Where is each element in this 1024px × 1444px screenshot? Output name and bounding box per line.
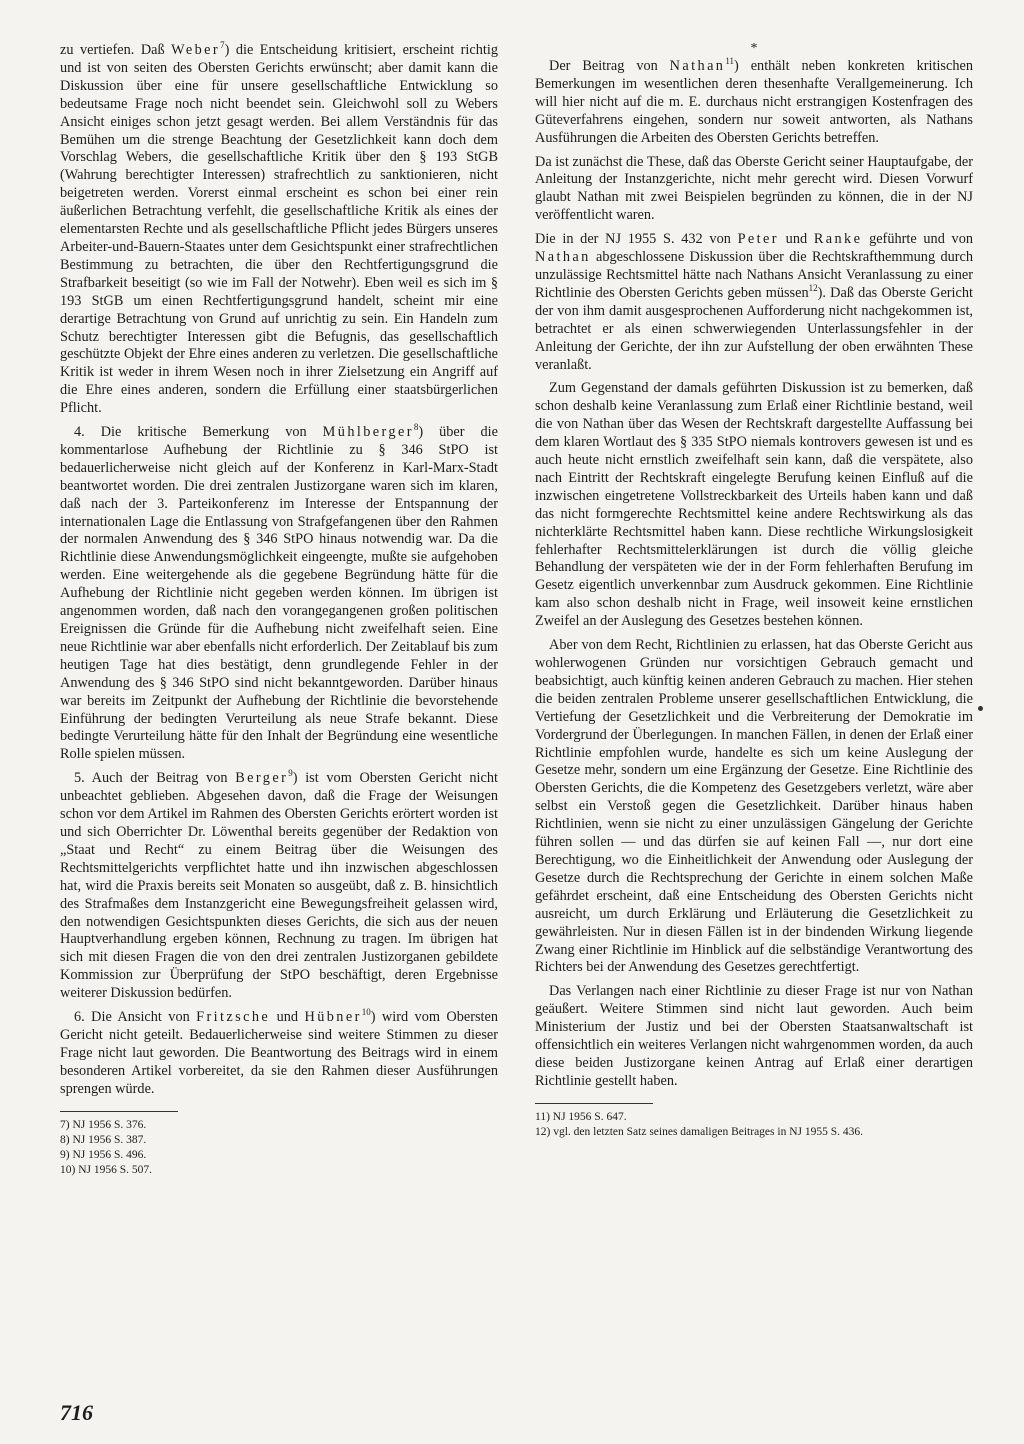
footnote-ref: 11 [725,56,735,67]
author-name: Berger [235,770,289,787]
author-name: Hübner [304,1009,362,1026]
paragraph-point-6: 6. Die Ansicht von Fritzsche und Hübner$^{10}$) wird vom Obersten Gericht nicht geteilt. Bedauerlicherweise sind weitere Stimmen zu dieser Frage nicht laut geworden. Die Beantwortung des Beitrags wird in einem besonderen Artikel vorbereitet, da sie den Rahmen dieser Ausführungen sprengen würde. [60,1007,498,1097]
footnote: 10) NJ 1956 S. 507. [60,1163,153,1176]
page-number: 716 [60,1400,93,1425]
margin-dot [978,706,983,711]
footnote-ref: 8 [413,422,419,433]
author-name: Nathan [535,249,591,266]
footnote: 12) vgl. den letzten Satz seines damaligen Beitrages in NJ 1955 S. 436. [535,1125,864,1138]
paragraph-weber: zu vertiefen. Daß Weber$^7$) die Entscheidung kritisiert, erscheint richtig und ist von seiten des Obersten Gerichts erwünscht; aber damit kann die Diskussion über eine für unsere gesellschaftliche Entwicklung so bedeutsame Frage noch nicht beendet sein. Gleichwohl soll zu Webers Ansicht einiges schon jetzt gesagt werden. Bei allem Verständnis für das Bemühen um die strenge Beachtung der Gesetzlichkeit kann doch dem Vorschlag Webers, die gesellschaftliche Kritik über den § 193 StGB (Wahrung berechtigter Interessen) strafrechtlich zu sanktionieren, nicht beigetreten werden. Vorerst einmal erscheint es schon bei einer rein äußerlichen Betrachtung verfehlt, die gesellschaftliche Kritik als eines der elementarsten Rechte und als gesellschaftliche Pflicht jedes Bürgers unseres Arbeiter-und-Bauern-Staates unter dem Gesichtspunkt einer strafrechtlichen Bestimmung zu betrachten, die über den Rechtfertigungsgrund die Strafbarkeit beseitigt (so wie im Fall der Notwehr). Eben weil es sich im § 193 StGB um einen Rechtfertigungsgrund handelt, scheint mir eine derartige Betrachtung von Grund auf unrichtig zu sein. Ein Handeln zum Schutz berechtigter Interessen gibt die Befugnis, das gesellschaftlich geschützte Objekt der Ehre eines anderen zu verletzen. Die gesellschaftliche Kritik ist weder in ihrem Wesen noch in ihrer Zielsetzung ein Angriff auf die Ehre eines anderen, sondern die Erfüllung einer staatsbürgerlichen Pflicht. [60,40,498,417]
paragraph-diskussion: Die in der NJ 1955 S. 432 von Peter und Ranke geführte und von Nathan abgeschlossene Diskussion über die Rechtskrafthemmung durch unzulässige Rechtsmittel hätte nach Nathans Ansicht Veranlassung zu einer Richtlinie des Obersten Gerichts geben müssen$^{12}$). Daß das Oberste Gericht der von ihm damit ausgesprochenen Aufforderung nicht nachgekommen ist, betrachtet er als einen schwerwiegenden Unterlassungsfehler in der Anleitung der Gerichte, der ihn zur Aufstellung der oben erwähnten These veranlaßt. [535,231,974,373]
footnote-ref: 12 [808,283,818,294]
right-column [535,42,973,1140]
footnote: 9) NJ 1956 S. 496. [60,1148,147,1161]
footnote-divider [535,1103,653,1104]
author-name: Ranke [813,231,863,248]
paragraph-gegenstand: Zum Gegenstand der damals geführten Diskussion ist zu bemerken, daß schon deshalb keine Veranlassung zum Erlaß einer Richtlinie bestand, weil die von Nathan über das Wesen der Rechtskraft dargestellte Auffassung bei dem klaren Wortlaut des § 335 StPO niemals kontrovers gewesen ist und es auch heute nicht ernstlich zweifelhaft sein kann, daß die verspätete, also nach Eintritt der Rechtskraft eingelegte Berufung keinen Einfluß auf die inzwischen eingetretene Vollstreckbarkeit des Urteils haben kann und daß das nicht formgerechte Rechtsmittel keine andere Rechtswirkung als das nichterklärte Rechtsmittel haben kann. Diese rechtliche Wirkungslosigkeit fehlerhafter Rechtsmittelerklärungen ist durch die völlig gleiche Behandlung der verspäteten wie der in der Form fehlerhaften Berufung im Gesetz eigentlich unverkennbar zum Ausdruck gekommen. Eine Richtlinie kam also schon deshalb nicht in Frage, weil insoweit keine ernstlichen Zweifel an der Auslegung des Gesetzes bestehen können. [535,380,973,630]
left-column [60,42,498,1178]
paragraph-richtlinien: Aber von dem Recht, Richtlinien zu erlassen, hat das Oberste Gericht aus wohlerwogenen Gründen nur vorsichtigen Gebrauch gemacht und beabsichtigt, auch künftig keinen anderen Gebrauch zu machen. Hier stehen die beiden zentralen Probleme unserer gesellschaftlichen Entwicklung, die Vertiefung der Gesetzlichkeit und die Verbreiterung der Demokratie im Vordergrund der Überlegungen. In manchen Fällen, in denen der Erlaß einer Richtlinie empfohlen wurde, handelte es sich um keine Auslegung der Gesetze mehr, sondern um eine Ergänzung der Gesetze. Eine Richtlinie des Obersten Gerichts, die die Kompetenz des Gesetzgebers verletzt, wäre aber selbst ein Verstoß gegen die Gesetzlichkeit. Darüber hinaus haben Richtlinien, wenn sie nicht zu einer unzulässigen Gängelung der Gerichte führen sollen — und das dürfen sie auf keinen Fall —, nur dort eine Berechtigung, wo die Einheitlichkeit der Anwendung oder Auslegung der Gesetze durch die Rechtsprechung der Gerichte in einem solchen Maße gefährdet erscheint, daß eine Entscheidung des Obersten Gerichts nicht ausreicht, um durch Erklärung und Erläuterung die Gesetzlichkeit zu gewährleisten. Nur in diesen Fällen ist in der bindenden Wirkung liegende Zwang einer Richtlinie im Hinblick auf die selbständige Verantwortung des Richters bei der Anwendung des Gesetzes gerechtfertigt. [535,637,973,976]
paragraph-verlangen: Das Verlangen nach einer Richtlinie zu dieser Frage ist nur von Nathan geäußert. Weitere Stimmen sind nicht laut geworden. Auch beim Ministerium der Justiz und bei der Obersten Staatsanwaltschaft ist offensichtlich ein weiteres Verlangen nicht wahrgenommen worden, da auch diese beiden Justizorgane keinen Antrag auf Erlaß einer derartigen Richtlinie gestellt haben. [535,983,973,1089]
footnote-divider [60,1111,178,1112]
footnote-ref: 10 [361,1007,371,1018]
footnote: 7) NJ 1956 S. 376. [60,1118,147,1131]
paragraph-point-4: 4. Die kritische Bemerkung von Mühlberger$^8$) über die kommentarlose Aufhebung der Richtlinie zu § 346 StPO ist bedauerlicherweise nicht gleich auf der Konferenz in Karl-Marx-Stadt beantwortet worden. Die drei zentralen Justizorgane waren sich im klaren, daß nach der 3. Parteikonferenz im Interesse der Entspannung der internationalen Lage die Entlassung von Strafgefangenen über den Rahmen der normalen Anwendung des § 346 StPO hinaus notwendig war. Da die Richtlinie diese Anwendungsmöglichkeit eingeengte, mußte sie aufgehoben werden. Eine weitergehende als die gegebene Begründung hätte für die Aufhebung der Richtlinie nicht gegeben werden können. Im übrigen ist angenommen worden, daß nach den vorangegangenen großen politischen Ereignissen die Gründe für die Aufhebung nicht zweifelhaft seien. Eine neue Richtlinie war aber ebenfalls nicht erforderlich. Der Zeitablauf bis zum heutigen Tage hat dies bestätigt, denn grundlegende Fehler in der Anwendung des § 346 StPO sind nicht bekanntgeworden. Darüber hinaus war bereits im Zeitpunkt der Aufhebung der Richtlinie die bevorstehende Einführung der bedingten Verurteilung als neue Strafe bekannt. Diese bedingte Verurteilung hätte für den Inhalt der Begründung eine wesentliche Rolle spielen müssen. [60,422,498,763]
author-name: Mühlberger [322,424,414,441]
author-name: Nathan [669,58,726,74]
footnote-ref: 7 [220,40,225,51]
paragraph-these: Da ist zunächst die These, daß das Oberste Gericht seiner Hauptaufgabe, der Anleitung der Instanzgerichte, nicht mehr gerecht wird. Diesen Vorwurf glaubt Nathan mit zwei Beispielen begründen zu können, die in der NJ veröffentlicht waren. [535,153,973,224]
author-name: Weber [171,42,221,58]
paragraph-point-5: 5. Auch der Beitrag von Berger$^9$) ist vom Obersten Gericht nicht unbeachtet geblieben. Abgesehen davon, daß die Frage der Weisungen schon vor dem Artikel im Rahmen des Obersten Gerichts erörtert worden ist und sich Oberrichter Dr. Löwenthal bereits gegenüber der Redaktion von „Staat und Recht“ zu einem Beitrag über die Weisungen des Rechtsmittelgerichts verpflichtet hatte und ihn inzwischen abgeschlossen hat, wird die Praxis bereits seit Monaten so ausgeübt, daß z. B. hinsichtlich des Strafmaßes dem Instanzgericht eine Bewegungsfreiheit gelassen wird, den notwendigen Gesichtspunkten dieses Gerichts, die sich aus der neuen Hauptverhandlung ergeben können, Rechnung zu tragen. Im übrigen hat sich mit diesen Fragen die von den drei zentralen Justizorganen gebildete Kommission zur Überprüfung der StPO beschäftigt, deren Ergebnisse weiterer Diskussion bedürfen. [60,768,498,1002]
footnote: 8) NJ 1956 S. 387. [60,1133,147,1146]
section-asterisk: * [750,41,758,56]
paragraph-nathan: Der Beitrag von Nathan$^{11}$) enthält neben konkreten kritischen Bemerkungen im wesentlichen deren thesenhafte Verallgemeinerung. Ich will hier nicht auf die m. E. durchaus nicht erstrangigen Kostenfragen des Güteverfahrens eingehen, sondern nur soweit antworten, als Nathans Ausführungen die Arbeiten des Obersten Gerichts betreffen. [535,56,973,146]
author-name: Peter [737,231,779,248]
footnote: 11) NJ 1956 S. 647. [535,1110,627,1123]
author-name: Fritzsche [196,1009,271,1026]
footnote-ref: 9 [288,768,293,779]
